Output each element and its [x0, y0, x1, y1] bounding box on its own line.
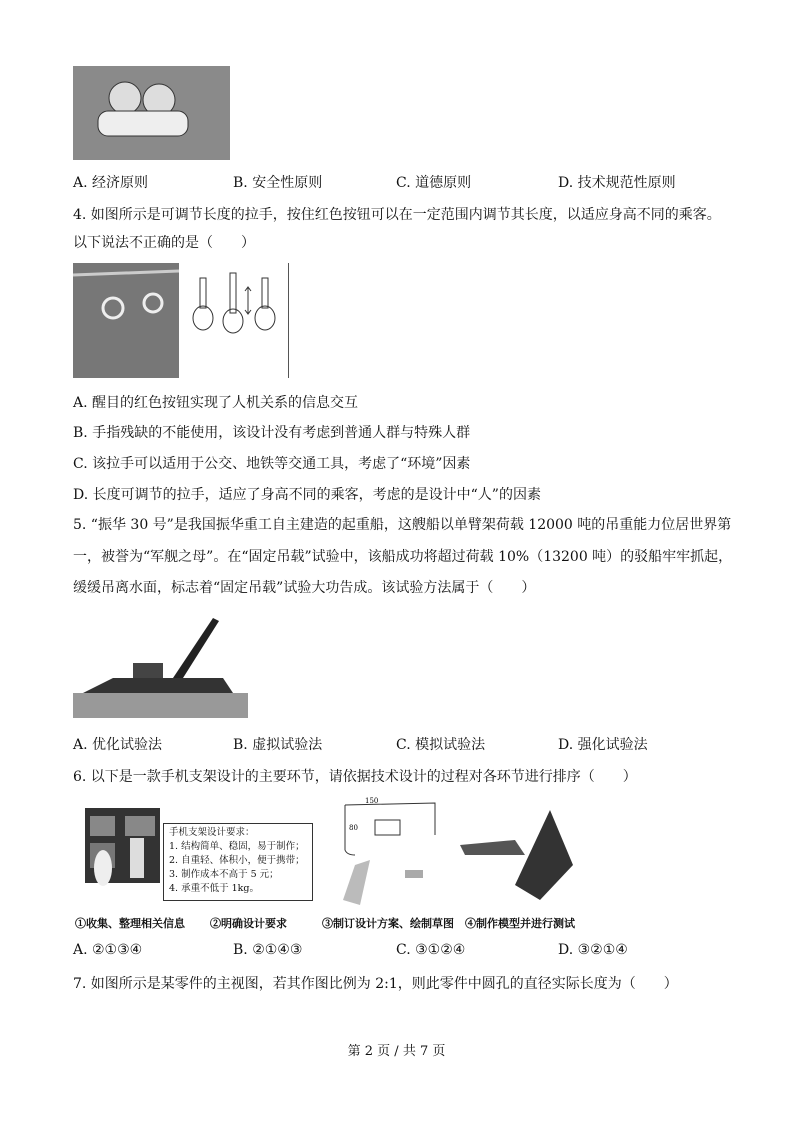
- q3-option-d: D. 技术规范性原则: [558, 175, 676, 191]
- figure-fan-device: [73, 66, 230, 160]
- q5-option-d: D. 强化试验法: [558, 737, 648, 753]
- q5-option-a: A. 优化试验法: [73, 737, 163, 753]
- q3-option-b: B. 安全性原则: [233, 175, 323, 191]
- q5-option-c: C. 模拟试验法: [396, 737, 486, 753]
- figure-handle-photo: [73, 263, 179, 378]
- q6-option-c: C. ③①②④: [396, 942, 466, 958]
- figure-model: [455, 805, 580, 905]
- requirement-item: 4. 承重不低于 1kg。: [169, 883, 259, 894]
- q4-option-d: D. 长度可调节的拉手，适应了身高不同的乘客，考虑的是设计中“人”的因素: [73, 487, 541, 503]
- q6-option-b: B. ②①④③: [233, 942, 303, 958]
- figure-crane-ship: [73, 613, 248, 718]
- requirements-title: 手机支架设计要求：: [169, 827, 255, 838]
- q3-option-a: A. 经济原则: [73, 175, 149, 191]
- q5-option-b: B. 虚拟试验法: [233, 737, 323, 753]
- q7-stem: 7. 如图所示是某零件的主视图，若其作图比例为 2:1，则此零件中圆孔的直径实际长度为（ ）: [73, 976, 678, 992]
- q6-stem: 6. 以下是一款手机支架设计的主要环节，请依据技术设计的过程对各环节进行排序（ ）: [73, 769, 637, 785]
- design-requirements-box: [163, 823, 313, 901]
- q5-stem-2: 一，被誉为“军舰之母”。在“固定吊载”试验中，该船成功将超过荷载 10%（13200 吨）的驳船牢牢抓起，: [73, 549, 733, 565]
- q4-option-b: B. 手指残缺的不能使用，该设计没有考虑到普通人群与特殊人群: [73, 425, 471, 441]
- q4-stem-2: 以下说法不正确的是（ ）: [73, 235, 255, 251]
- q5-stem: 5. “振华 30 号”是我国振华重工自主建造的起重船，这艘船以单臂架荷载 12000 吨的吊重能力位居世界第: [73, 517, 732, 533]
- page-footer: 第 2 页 / 共 7 页: [347, 1044, 446, 1059]
- q6-option-d: D. ③②①④: [558, 942, 628, 958]
- requirement-item: 1. 结构简单、稳固，易于制作；: [169, 841, 305, 852]
- q6-option-a: A. ②①③④: [73, 942, 143, 958]
- figure-handle-diagram: [180, 263, 289, 378]
- caption-step-2: ②明确设计要求: [210, 917, 287, 930]
- caption-step-1: ①收集、整理相关信息: [75, 917, 185, 930]
- q4-option-a: A. 醒目的红色按钮实现了人机关系的信息交互: [73, 395, 359, 411]
- caption-step-3: ③制订设计方案、绘制草图: [322, 917, 454, 930]
- q3-option-c: C. 道德原则: [396, 175, 472, 191]
- q5-stem-3: 缓缓吊离水面，标志着“固定吊载”试验大功告成。该试验方法属于（ ）: [73, 580, 536, 596]
- caption-step-4: ④制作模型并进行测试: [465, 917, 575, 930]
- requirement-item: 2. 自重轻、体积小，便于携带；: [169, 855, 305, 866]
- q4-option-c: C. 该拉手可以适用于公交、地铁等交通工具，考虑了“环境”因素: [73, 456, 471, 472]
- sketch-dim-150: 150: [365, 797, 379, 805]
- sketch-dim-80: 80: [349, 824, 358, 832]
- figure-sketch: [335, 795, 445, 910]
- requirement-item: 3. 制作成本不高于 5 元；: [169, 869, 279, 880]
- q4-stem: 4. 如图所示是可调节长度的拉手，按住红色按钮可以在一定范围内调节其长度，以适应身高不同的乘客。: [73, 207, 721, 223]
- figure-library-scene: [85, 808, 160, 908]
